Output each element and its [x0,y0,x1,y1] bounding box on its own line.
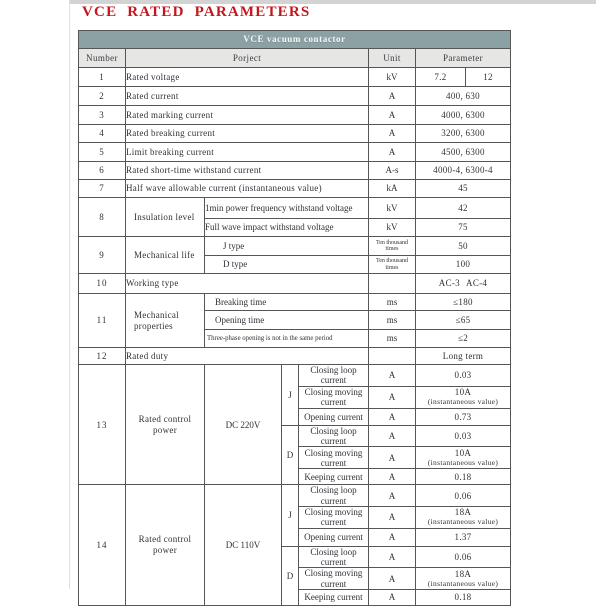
unit-cell-empty [369,274,416,294]
param-cell: ≤180 [416,294,511,311]
param-cell: 50 [416,237,511,256]
param-cell: 0.18 [416,469,511,485]
table-row [79,237,511,256]
row-number: 9 [79,237,126,274]
project-label: Rated breaking current [126,125,369,143]
sub-label: J type [205,237,369,256]
unit-cell: Ten thousand times [369,256,416,274]
param-cell: 75 [416,219,511,237]
param-cell: 4000, 6300 [416,106,511,125]
group-key: J [282,365,299,426]
project-label: Rated short-time withstand current [126,162,369,180]
param-cell [416,386,511,408]
param-value: 18A [454,507,472,518]
table-row [79,68,511,87]
sub-label: Opening current [299,408,369,425]
project-label: Rated current [126,87,369,106]
project-label: Working type [126,274,369,294]
page-title: VCE RATED PARAMETERS [82,4,311,20]
header-unit: Unit [369,49,416,68]
project-label: Rated voltage [126,68,369,87]
param-value: 10A [454,447,472,458]
param-value: 10A [454,387,472,398]
unit-cell: A [369,143,416,162]
sub-label: Opening current [299,528,369,546]
unit-cell: A [369,528,416,546]
param-cell [416,568,511,590]
project-label: Rated duty [126,348,369,365]
row-number: 4 [79,125,126,143]
sub-label: Keeping current [299,590,369,606]
sub-label: Closing moving current [299,507,369,529]
table-row [79,162,511,180]
table-row [79,348,511,365]
row-number: 6 [79,162,126,180]
project-label: Limit breaking current [126,143,369,162]
row-number: 7 [79,180,126,198]
param-cell: 0.03 [416,365,511,387]
sub-label: Closing loop current [299,425,369,447]
project-label: Mechanical life [126,237,205,274]
unit-cell: Ten thousand times [369,237,416,256]
table-row [79,274,511,294]
unit-cell: A [369,408,416,425]
param-cell: 3200, 6300 [416,125,511,143]
sub-label: Full wave impact withstand voltage [205,219,369,237]
table-title: VCE vacuum contactor [79,31,511,49]
param-cell: 100 [416,256,511,274]
row-number: 1 [79,68,126,87]
param-cell: 4000-4, 6300-4 [416,162,511,180]
header-parameter: Parameter [416,49,511,68]
param-cell: 4500, 6300 [416,143,511,162]
table-row [79,125,511,143]
project-label: Rated marking current [126,106,369,125]
row-number: 3 [79,106,126,125]
sub-label: Keeping current [299,469,369,485]
sub-label: Closing moving current [299,386,369,408]
group-key: D [282,425,299,485]
group-key: J [282,485,299,546]
param-cell: 1.37 [416,528,511,546]
param-cell: 0.06 [416,546,511,568]
voltage-label: DC 110V [205,485,282,606]
unit-cell: kV [369,198,416,219]
param-cell: 7.2 [416,68,466,87]
param-cell [416,447,511,469]
param-cell: 0.73 [416,408,511,425]
table-row [79,485,511,507]
table-row [79,143,511,162]
unit-cell: kA [369,180,416,198]
unit-cell: A [369,365,416,387]
param-note: (instantaneous value) [427,517,499,527]
group-key: D [282,546,299,605]
unit-cell: A [369,106,416,125]
sub-label: Closing moving current [299,447,369,469]
unit-cell: ms [369,311,416,330]
sub-label: Opening time [205,311,369,330]
param-cell: AC-3 AC-4 [416,274,511,294]
project-label: Rated control power [126,485,205,606]
row-number: 10 [79,274,126,294]
param-cell: 0.03 [416,425,511,447]
unit-cell: kV [369,68,416,87]
sub-label: D type [205,256,369,274]
row-number: 11 [79,294,126,348]
unit-cell: A [369,425,416,447]
sub-label: Closing moving current [299,568,369,590]
unit-cell: A [369,568,416,590]
param-cell: 12 [466,68,511,87]
param-note: (instantaneous value) [427,397,499,406]
column-header-row [79,49,511,68]
param-cell: Long term [416,348,511,365]
row-number: 13 [79,365,126,485]
project-label: Mechanical properties [126,294,205,348]
parameters-table [78,30,511,606]
unit-cell-empty [369,348,416,365]
voltage-label: DC 220V [205,365,282,485]
sub-label: Three-phase opening is not in the same period [205,330,369,348]
param-cell: 0.06 [416,485,511,507]
param-value: 18A [454,568,472,579]
page-edge-left [69,0,70,589]
unit-cell: A [369,507,416,529]
table-row [79,106,511,125]
project-label: Insulation level [126,198,205,237]
table-row [79,180,511,198]
unit-cell: A [369,125,416,143]
param-cell: ≤65 [416,311,511,330]
table-row [79,365,511,387]
unit-cell: A [369,469,416,485]
unit-cell: A [369,546,416,568]
param-note: (instantaneous value) [427,578,499,588]
project-label: Half wave allowable current (instantaneous value) [126,180,369,198]
sub-label: Closing loop current [299,365,369,387]
unit-cell: ms [369,330,416,348]
table-row [79,198,511,219]
param-cell: 45 [416,180,511,198]
unit-cell: ms [369,294,416,311]
param-cell: 42 [416,198,511,219]
param-cell: 0.18 [416,590,511,606]
table-row [79,87,511,106]
header-project: Porject [126,49,369,68]
param-note: (instantaneous value) [427,457,499,467]
row-number: 14 [79,485,126,606]
row-number: 2 [79,87,126,106]
param-cell: 400, 630 [416,87,511,106]
row-number: 8 [79,198,126,237]
row-number: 12 [79,348,126,365]
project-label: Rated control power [126,365,205,485]
unit-cell: A [369,386,416,408]
table-row [79,294,511,311]
param-cell [416,507,511,529]
param-cell: ≤2 [416,330,511,348]
row-number: 5 [79,143,126,162]
unit-cell: kV [369,219,416,237]
unit-cell: A-s [369,162,416,180]
header-number: Number [79,49,126,68]
sub-label: Closing loop current [299,546,369,568]
unit-cell: A [369,590,416,606]
sub-label: Breaking time [205,294,369,311]
unit-cell: A [369,447,416,469]
unit-cell: A [369,87,416,106]
sub-label: Closing loop current [299,485,369,507]
table-title-row [79,31,511,49]
sub-label: 1min power frequency withstand voltage [205,198,369,219]
unit-cell: A [369,485,416,507]
